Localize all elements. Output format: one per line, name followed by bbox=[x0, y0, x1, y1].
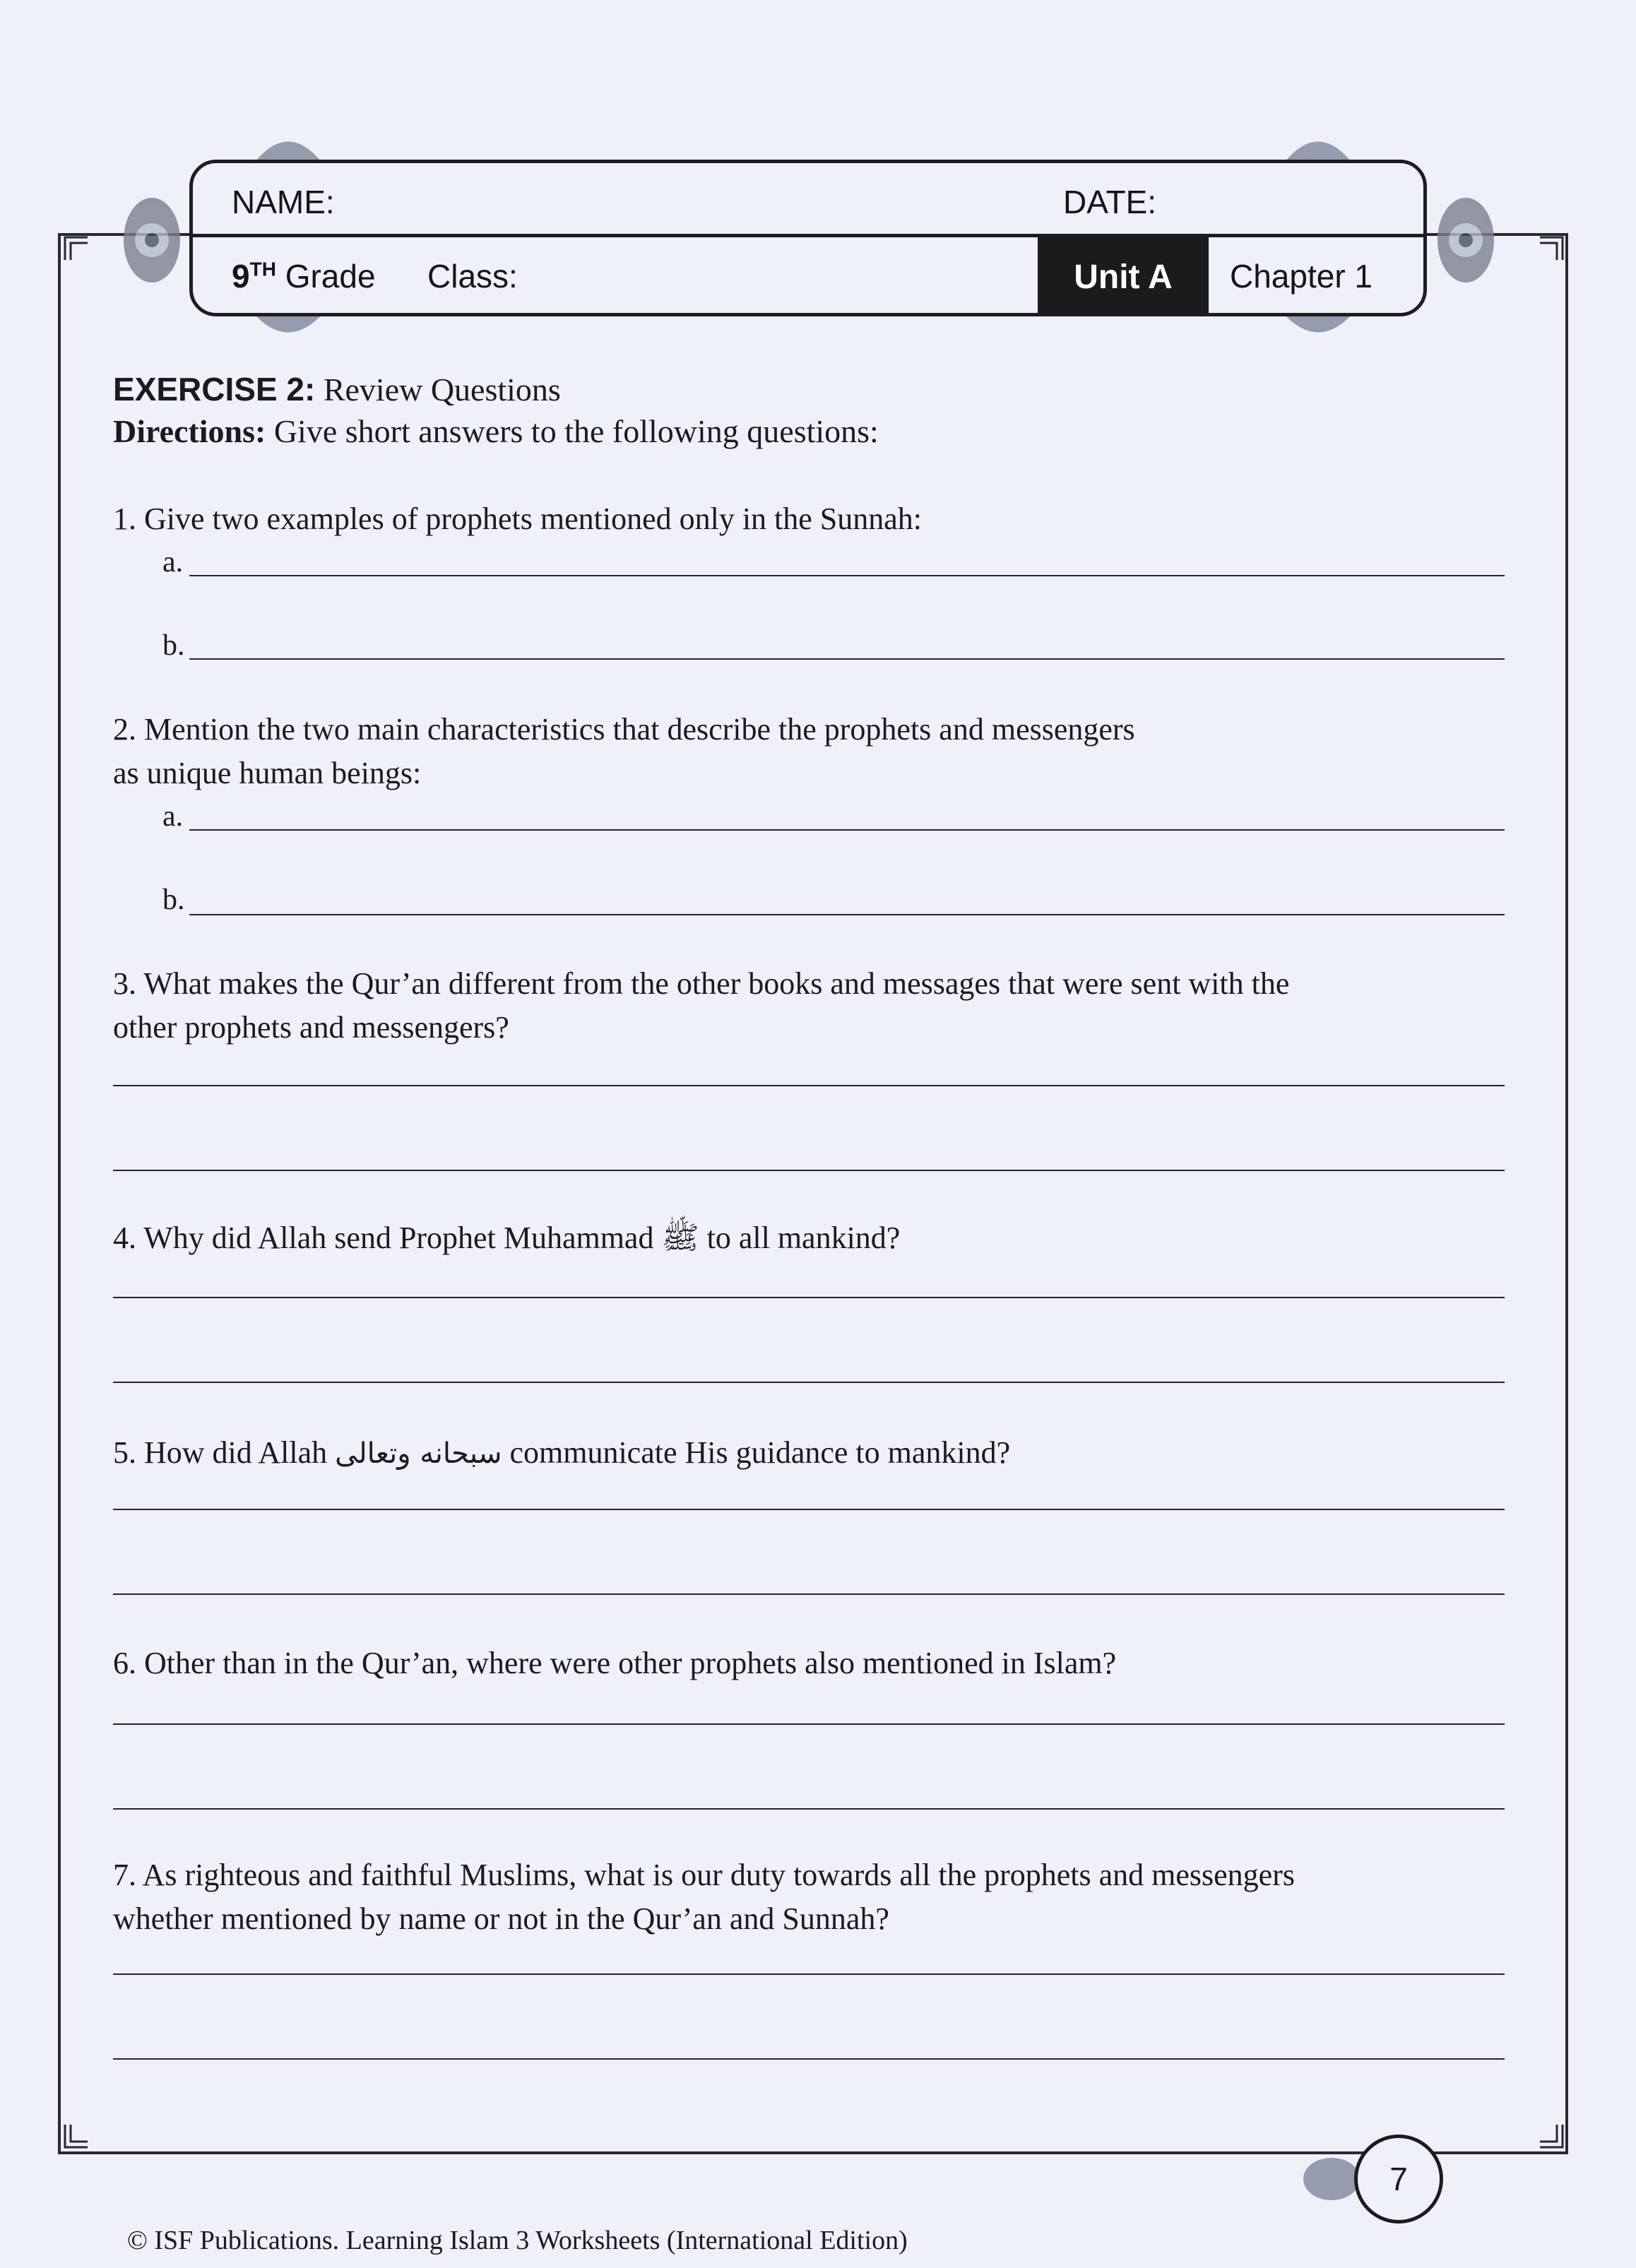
question-4: 4. Why did Allah send Prophet Muhammad ﷺ to all mankind? bbox=[113, 1221, 901, 1255]
answer-2a-line[interactable] bbox=[189, 829, 1505, 831]
answer-6-line-1[interactable] bbox=[113, 1723, 1505, 1725]
floral-ornament-left bbox=[106, 184, 198, 297]
directions-text: Give short answers to the following questions: bbox=[273, 413, 879, 449]
question-2 bbox=[113, 708, 1135, 795]
answer-1a-line[interactable] bbox=[189, 575, 1505, 576]
corner-ornament-bottom-right bbox=[1537, 2122, 1565, 2150]
grade-number: 9 bbox=[232, 258, 250, 295]
answer-2b-line[interactable] bbox=[189, 914, 1505, 915]
header-divider bbox=[193, 234, 1423, 237]
answer-1a-label: a. bbox=[162, 546, 184, 578]
question-1: 1. Give two examples of prophets mentioned only in the Sunnah: bbox=[113, 501, 923, 536]
question-3 bbox=[113, 962, 1289, 1050]
question-3-line-2: other prophets and messengers? bbox=[113, 1010, 509, 1045]
exercise-number: EXERCISE 2: bbox=[113, 371, 316, 408]
question-2-line-1: 2. Mention the two main characteristics that describe the prophets and messengers bbox=[113, 712, 1135, 747]
answer-5-line-1[interactable] bbox=[113, 1509, 1505, 1510]
question-7-line-2: whether mentioned by name or not in the Qur’an and Sunnah? bbox=[113, 1901, 889, 1936]
date-label: DATE: bbox=[1063, 184, 1157, 220]
question-7 bbox=[113, 1853, 1295, 1941]
chapter-label: Chapter 1 bbox=[1230, 258, 1373, 295]
answer-1b-label: b. bbox=[162, 629, 185, 662]
answer-4-line-2[interactable] bbox=[113, 1382, 1505, 1383]
answer-1b-line[interactable] bbox=[189, 658, 1505, 660]
grade-word: Grade bbox=[285, 258, 376, 295]
floral-ornament-right bbox=[1420, 184, 1512, 297]
corner-ornament-top-right bbox=[1537, 234, 1565, 263]
answer-3-line-2[interactable] bbox=[113, 1170, 1505, 1171]
page-number: 7 bbox=[1354, 2135, 1443, 2224]
question-5-text-start: 5. How did Allah bbox=[113, 1435, 328, 1470]
answer-5-line-2[interactable] bbox=[113, 1593, 1505, 1595]
answer-7-line-1[interactable] bbox=[113, 1973, 1505, 1975]
question-3-line-1: 3. What makes the Qur’an different from the other books and messages that were sent with the bbox=[113, 966, 1290, 1001]
question-5-text-end: communicate His guidance to mankind? bbox=[509, 1435, 1011, 1470]
question-2-line-2: as unique human beings: bbox=[113, 756, 422, 790]
answer-4-line-1[interactable] bbox=[113, 1297, 1505, 1298]
student-info-header bbox=[189, 160, 1427, 316]
exercise-name: Review Questions bbox=[323, 372, 561, 408]
question-5 bbox=[113, 1431, 1010, 1476]
corner-ornament-top-left bbox=[62, 234, 90, 263]
answer-7-line-2[interactable] bbox=[113, 2058, 1505, 2060]
answer-3-line-1[interactable] bbox=[113, 1085, 1505, 1086]
corner-ornament-bottom-left bbox=[62, 2122, 90, 2150]
question-7-line-1: 7. As righteous and faithful Muslims, what is our duty towards all the prophets and messengers bbox=[113, 1858, 1295, 1892]
class-label: Class: bbox=[427, 258, 518, 295]
exercise-title bbox=[113, 370, 561, 408]
answer-2b-label: b. bbox=[162, 884, 185, 916]
answer-6-line-2[interactable] bbox=[113, 1808, 1505, 1810]
grade-label bbox=[232, 257, 376, 295]
unit-badge: Unit A bbox=[1038, 237, 1209, 316]
grade-suffix: TH bbox=[249, 258, 276, 280]
arabic-honorific: سبحانه وتعالى bbox=[335, 1437, 502, 1470]
question-6: 6. Other than in the Qur’an, where were other prophets also mentioned in Islam? bbox=[113, 1646, 1117, 1680]
name-label: NAME: bbox=[232, 184, 335, 220]
answer-2a-label: a. bbox=[162, 800, 184, 833]
copyright-footer: © ISF Publications. Learning Islam 3 Worksheets (International Edition) bbox=[127, 2226, 908, 2255]
directions-label: Directions: bbox=[113, 413, 266, 449]
directions bbox=[113, 412, 879, 450]
